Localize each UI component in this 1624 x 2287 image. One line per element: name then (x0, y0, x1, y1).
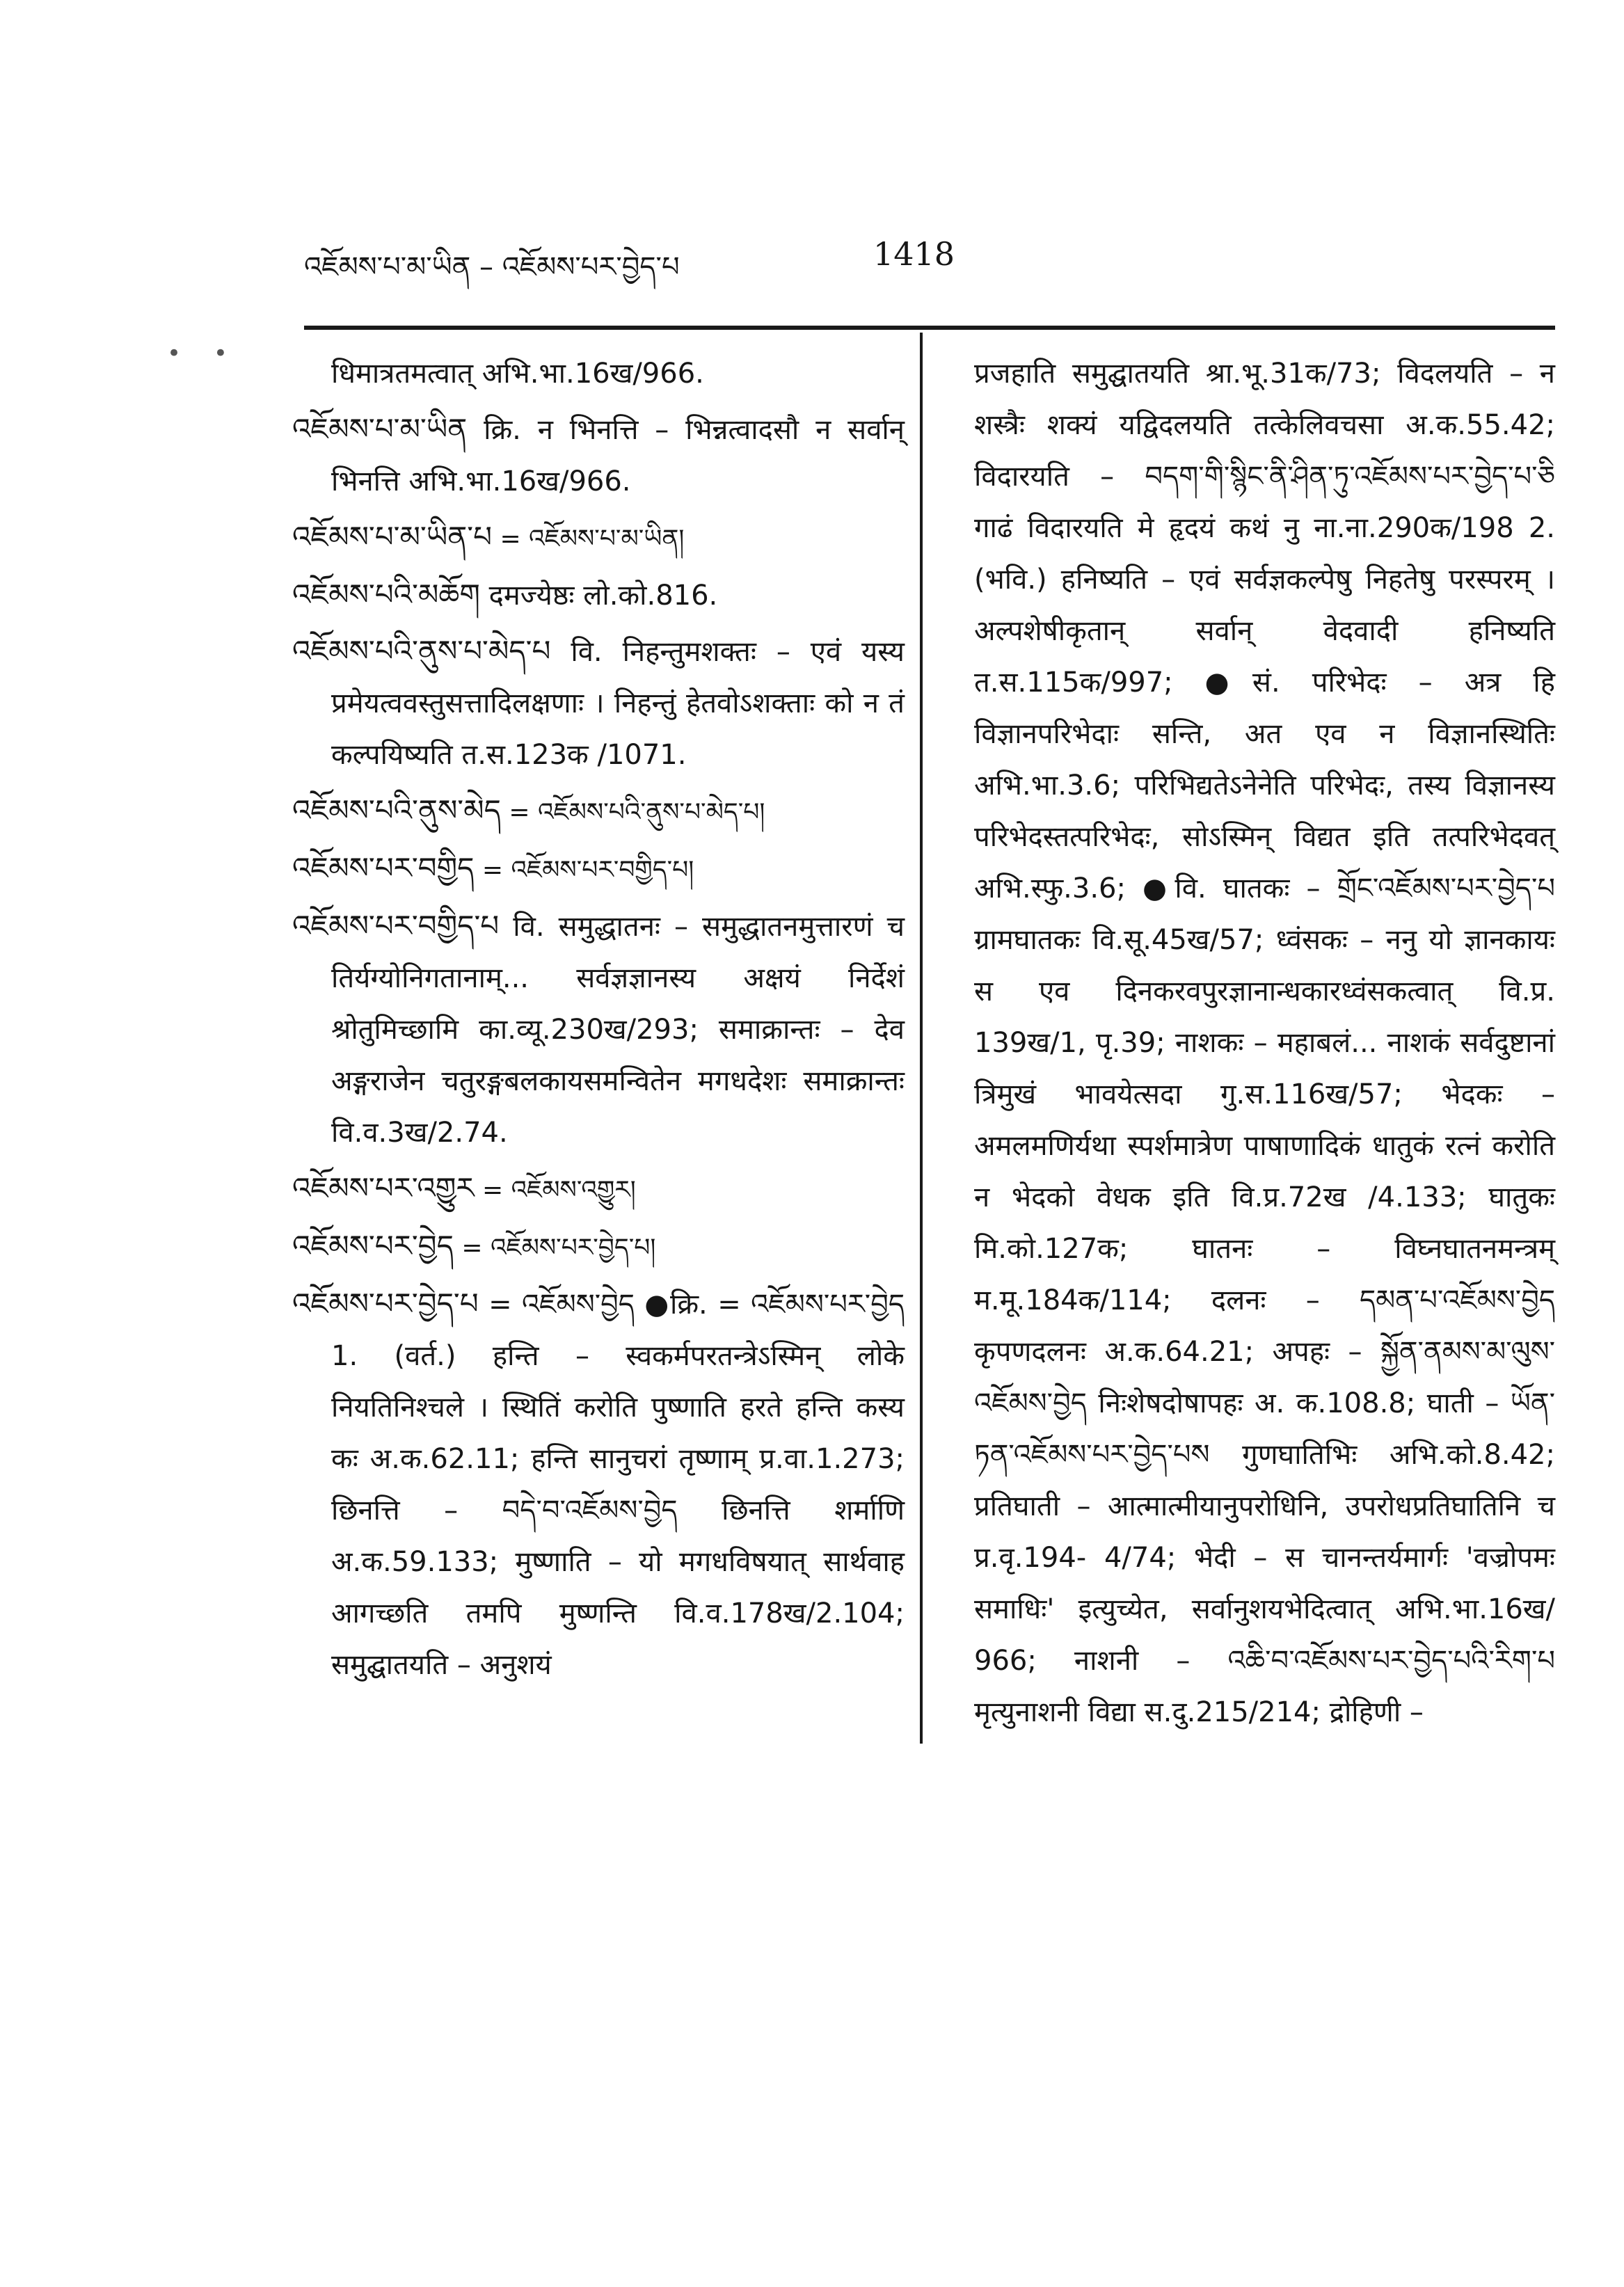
cross-reference: = འཇོམས་པའི་ནུས་པ་མེད་པ། (500, 798, 765, 827)
dictionary-entry (292, 1220, 905, 1274)
entry-definition: वि. निहन्तुमशक्तः – एवं यस्य प्रमेयत्ववस्तुसत्तादिलक्षणाः । निहन्तुं हेतवोऽशक्ताः को न तं कल्पयिष्यति त.स.123क /1071. (331, 636, 905, 771)
page-number: 1418 (873, 235, 955, 273)
header-rule (304, 326, 1555, 330)
right-column (974, 348, 1555, 1738)
headword: འཇོམས་པའི་ནུས་པ་མེད་པ (292, 634, 551, 668)
dictionary-entry (292, 404, 905, 507)
left-column (292, 348, 905, 1695)
cross-reference: = འཇོམས་འགྱུར། (474, 1176, 636, 1204)
running-head: འཇོམས་པ་མ་ཡིན – འཇོམས་པར་བྱེད་པ (304, 251, 680, 283)
cross-reference: = འཇོམས་པར་བགྱིད་པ། (474, 856, 694, 884)
headword: འཇོམས་པར་བྱེད (292, 1229, 454, 1263)
dictionary-entry (292, 785, 905, 838)
entry-definition: दमज्येष्ठः लो.को.816. (479, 580, 718, 612)
continuation-line: धिमात्रतमत्वात् अभि.भा.16ख/966. (331, 358, 704, 390)
cross-reference: = འཇོམས་པར་བྱེད་པ། (453, 1234, 656, 1262)
entry-definition: वि. समुद्धातनः – समुद्धातनमुत्तारणं च तिर्यग्योनिगतानाम्... सर्वज्ञज्ञानस्य अक्षयं निर्देशं श्रोतुमिच्छामि का.व्यू.230ख/293; समाक्रान्तः – देव अङ्गराजेन चतुरङ्गबलकायसमन्वितेन मगधदेशः समाक्रान्तः वि.व.3ख/2.74. (331, 911, 905, 1149)
dictionary-entry (292, 900, 905, 1158)
headword: འཇོམས་པ་མ་ཡིན་པ (292, 520, 492, 554)
headword: འཇོམས་པའི་ནུས་མེད (292, 793, 501, 827)
headword: འཇོམས་པར་བགྱིད་པ (292, 909, 500, 943)
headword: འཇོམས་པར་འགྱུར (292, 1171, 475, 1205)
dictionary-entry (292, 511, 905, 565)
headword: འཇོམས་པ་མ་ཡིན (292, 412, 468, 446)
cross-reference: = འཇོམས་པ་མ་ཡིན། (492, 525, 685, 553)
dictionary-entry (292, 1163, 905, 1216)
dictionary-entry (292, 1278, 905, 1691)
headword: འཇོམས་པར་བྱེད་པ (292, 1286, 479, 1321)
dictionary-entry (292, 625, 905, 781)
dictionary-entry (292, 843, 905, 896)
column-divider (920, 333, 923, 1744)
entry-continuation: प्रजहाति समुद्घातयति श्रा.भू.31क/73; विदलयति – न शस्त्रैः शक्यं यद्विदलयति तत्केलिवचसा अ.क.55.42; विदारयति – བདག་གི་སྙིང་ནི་ཤིན་ཏུ་འཇོམས་པར་བྱེད་པ་ཅི गाढं विदारयति मे हृदयं कथं नु ना.ना.290क/198 2. (भवि.) हनिष्यति – एवं सर्वज्ञकल्पेषु निहतेषु परस्परम् । अल्पशेषीकृतान् सर्वान् वेदवादी हनिष्यति त.स.115क/997; ●सं. परिभेदः – अत्र हि विज्ञानपरिभेदाः सन्ति, अत एव न विज्ञानस्थितिः अभि.भा.3.6; परिभिद्यतेऽनेनेति परिभेदः, तस्य विज्ञानस्य परिभेदस्तत्परिभेदः, सोऽस्मिन् विद्यत इति तत्परिभेदवत् अभि.स्फु.3.6; ●वि. घातकः – གྲོང་འཇོམས་པར་བྱེད་པ ग्रामघातकः वि.सू.45ख/57; ध्वंसकः – ननु यो ज्ञानकायः स एव दिनकरवपुरज्ञानान्धकारध्वंसकत्वात् वि.प्र. 139ख/1, पृ.39; नाशकः – महाबलं... नाशकं सर्वदुष्टानां त्रिमुखं भावयेत्सदा गु.स.116ख/57; भेदकः – अमलमणिर्यथा स्पर्शमात्रेण पाषाणादिकं धातुकं रत्नं करोति न भेदको वेधक इति वि.प्र.72ख /4.133; घातुकः मि.को.127क; घातनः – विघ्नघातनमन्त्रम् म.मू.184क/114; दलनः – དམན་པ་འཇོམས་བྱེད कृपणदलनः अ.क.64.21; अपहः – སྐྱོན་ནམས་མ་ལུས་འཇོམས་བྱེད निःशेषदोषापहः अ. क.108.8; घाती – ཡོན་ཏན་འཇོམས་པར་བྱེད་པས गुणघातिभिः अभि.को.8.42; प्रतिघाती – आत्मात्मीयानुपरोधिनि, उपरोधप्रतिघातिनि च प्र.वृ.194- 4/74; भेदी – स चानन्तर्यमार्गः 'वज्रोपमः समाधिः' इत्युच्येत, सर्वानुशयभेदित्वात् अभि.भा.16ख/ 966; नाशनी – འཆི་བ་འཇོམས་པར་བྱེད་པའི་རིག་པ मृत्युनाशनी विद्या स.दु.215/214; द्रोहिणी – (974, 358, 1555, 1728)
headword: འཇོམས་པར་བགྱིད (292, 851, 475, 885)
entry-definition: = འཇོམས་བྱེད ●क्रि. = འཇོམས་པར་བྱེད 1. (वर्त.) हन्ति – स्वकर्मपरतन्त्रेऽस्मिन् लोके नियतिनिश्चले । स्थितिं करोति पुष्णाति हरते हन्ति कस्य कः अ.क.62.11; हन्ति सानुचरां तृष्णाम् प्र.वा.1.273; छिनत्ति – བདེ་བ་འཇོམས་བྱེད छिनत्ति शर्माणि अ.क.59.133; मुष्णाति – यो मगधविषयात् सार्थवाह आगच्छति तमपि मुष्णन्ति वि.व.178ख/2.104; समुद्घातयति – अनुशयं (331, 1289, 905, 1681)
entry-definition: क्रि. न भिनत्ति – भिन्नत्वादसौ न सर्वान् भिनत्ति अभि.भा.16ख/966. (331, 414, 905, 497)
dictionary-entry (292, 569, 905, 621)
margin-mark: • • (167, 340, 240, 367)
headword: འཇོམས་པའི་མཆོག (292, 577, 480, 612)
